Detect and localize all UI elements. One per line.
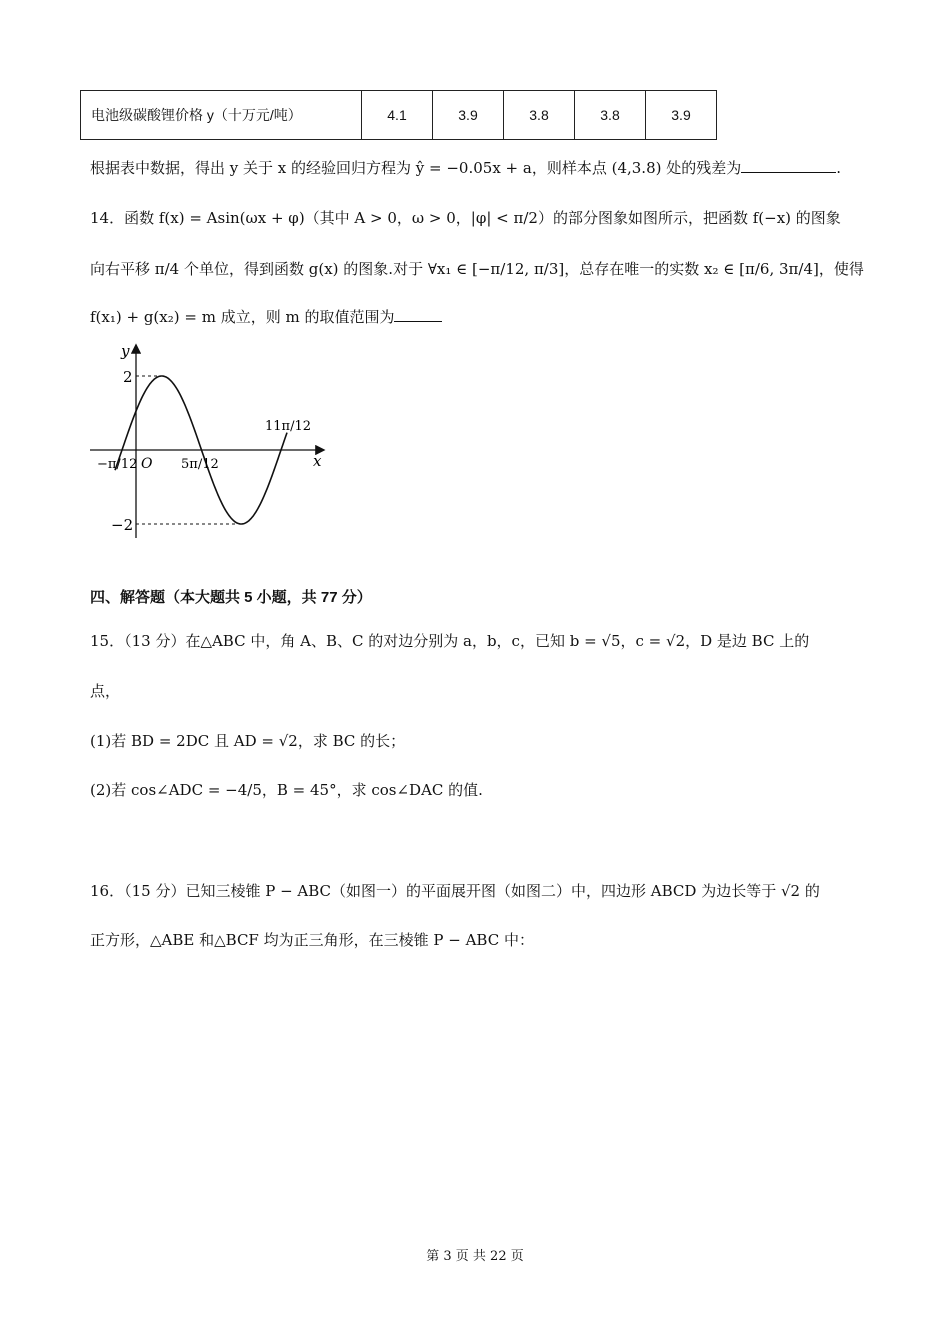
- table-value-cell: 3.8: [504, 91, 575, 140]
- q14-line3: [90, 306, 442, 328]
- x-axis-label: x: [313, 452, 322, 470]
- q16-line2: 正方形，△ABE 和△BCF 均为正三角形，在三棱锥 P − ABC 中：: [90, 931, 534, 949]
- table-value-cell: 3.8: [575, 91, 646, 140]
- q15-part1: (1)若 BD = 2DC 且 AD = √2，求 BC 的长；: [90, 732, 406, 750]
- x-tick-end-label: 11π/12: [265, 419, 312, 434]
- y-axis-label: y: [121, 342, 130, 360]
- sine-graph: [85, 338, 335, 543]
- q15-part2: (2)若 cos∠ADC = −4/5，B = 45°，求 cos∠DAC 的值.: [90, 781, 483, 799]
- table-value-cell: 3.9: [433, 91, 504, 140]
- q14-line3-text: f(x₁) + g(x₂) = m 成立，则 m 的取值范围为: [90, 308, 395, 326]
- x-tick-neg-label: −π/12: [97, 457, 138, 472]
- q13-text: 根据表中数据，得出 y 关于 x 的经验回归方程为 ŷ = −0.05x + a，则样本点 (4,3.8) 处的残差为 .: [90, 159, 842, 177]
- data-table: [80, 90, 717, 140]
- table-value-cell: 4.1: [362, 91, 433, 140]
- q14-line2: 向右平移 π/4 个单位，得到函数 g(x) 的图象.对于 ∀x₁ ∈ [−π/12, π/3]，总存在唯一的实数 x₂ ∈ [π/6, 3π/4]，使得: [90, 260, 864, 278]
- y-min-label: −2: [111, 516, 134, 534]
- q15-line2: 点，: [90, 682, 121, 700]
- section-heading: 四、解答题（本大题共 5 小题，共 77 分）: [90, 589, 372, 606]
- q16-line1: 16．（15 分）已知三棱锥 P − ABC（如图一）的平面展开图（如图二）中，四边形 ABCD 为边长等于 √2 的: [90, 882, 820, 900]
- page-footer: 第 3 页 共 22 页: [426, 1249, 524, 1264]
- table-value-cell: 3.9: [646, 91, 717, 140]
- q13-body: 根据表中数据，得出 y 关于 x 的经验回归方程为 ŷ = −0.05x + a，则样本点 (4,3.8) 处的残差为: [90, 159, 742, 177]
- q15-line1: 15．（13 分）在△ABC 中，角 A、B、C 的对边分别为 a，b，c，已知 b = √5，c = √2，D 是边 BC 上的: [90, 632, 810, 650]
- table-row: [81, 91, 717, 140]
- y-max-label: 2: [123, 368, 133, 386]
- x-tick-mid-label: 5π/12: [181, 457, 219, 472]
- answer-blank: [394, 307, 442, 322]
- answer-blank: [741, 158, 836, 173]
- q14-line1: 14．函数 f(x) = Asin(ωx + φ)（其中 A > 0，ω > 0，|φ| < π/2）的部分图象如图所示，把函数 f(−x) 的图象: [90, 209, 841, 227]
- table-label-cell: 电池级碳酸锂价格 y（十万元/吨）: [81, 91, 362, 140]
- origin-label: O: [141, 456, 153, 472]
